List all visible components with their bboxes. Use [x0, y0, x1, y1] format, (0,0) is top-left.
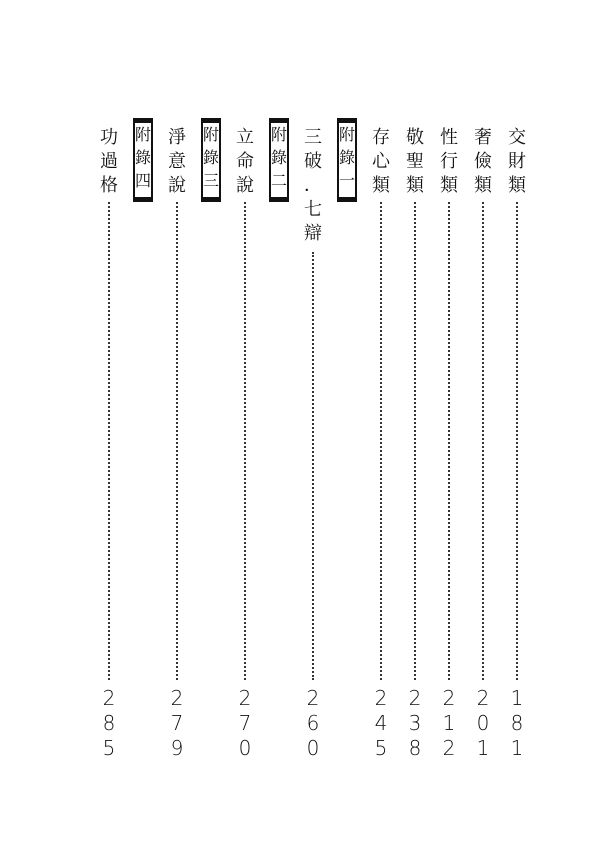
page-number: 2 3 8	[408, 686, 422, 760]
appendix-label: 附 錄 一	[337, 118, 357, 202]
dot-leader	[244, 202, 246, 680]
appendix-label: 附 錄 四	[133, 118, 153, 202]
page-number: 2 0 1	[476, 686, 490, 760]
entry-title: 敬 聖 類	[406, 127, 424, 196]
appendix-heading	[199, 0, 223, 848]
appendix-heading	[267, 0, 291, 848]
toc-entry[interactable]	[301, 0, 325, 848]
page-number: 1 8 1	[510, 686, 524, 760]
dot-leader	[312, 252, 314, 680]
toc-entry[interactable]	[403, 0, 427, 848]
entry-title: 性 行 類	[440, 127, 458, 196]
page-number: 2 7 0	[238, 686, 252, 760]
entry-title: 三 破 ． 七 辯	[304, 127, 322, 244]
toc-entry[interactable]	[97, 0, 121, 848]
toc-entry[interactable]	[165, 0, 189, 848]
toc-entry[interactable]	[233, 0, 257, 848]
entry-title: 奢 儉 類	[474, 127, 492, 196]
toc-entry[interactable]	[437, 0, 461, 848]
dot-leader	[448, 202, 450, 680]
toc-entry[interactable]	[505, 0, 529, 848]
dot-leader	[414, 202, 416, 680]
dot-leader	[516, 202, 518, 680]
entry-title: 立 命 說	[236, 127, 254, 196]
entry-title: 淨 意 說	[168, 127, 186, 196]
toc-entry[interactable]	[471, 0, 495, 848]
page-number: 2 8 5	[102, 686, 116, 760]
entry-title: 功 過 格	[100, 127, 118, 196]
appendix-heading	[131, 0, 155, 848]
page-number: 2 6 0	[306, 686, 320, 760]
entry-title: 存 心 類	[372, 127, 390, 196]
dot-leader	[380, 202, 382, 680]
page-number: 2 7 9	[170, 686, 184, 760]
page-number: 2 1 2	[442, 686, 456, 760]
dot-leader	[176, 202, 178, 680]
appendix-label: 附 錄 三	[201, 118, 221, 202]
page-number: 2 4 5	[374, 686, 388, 760]
appendix-label: 附 錄 二	[269, 118, 289, 202]
toc-entry[interactable]	[369, 0, 393, 848]
dot-leader	[482, 202, 484, 680]
appendix-heading	[335, 0, 359, 848]
entry-title: 交 財 類	[508, 127, 526, 196]
dot-leader	[108, 202, 110, 680]
